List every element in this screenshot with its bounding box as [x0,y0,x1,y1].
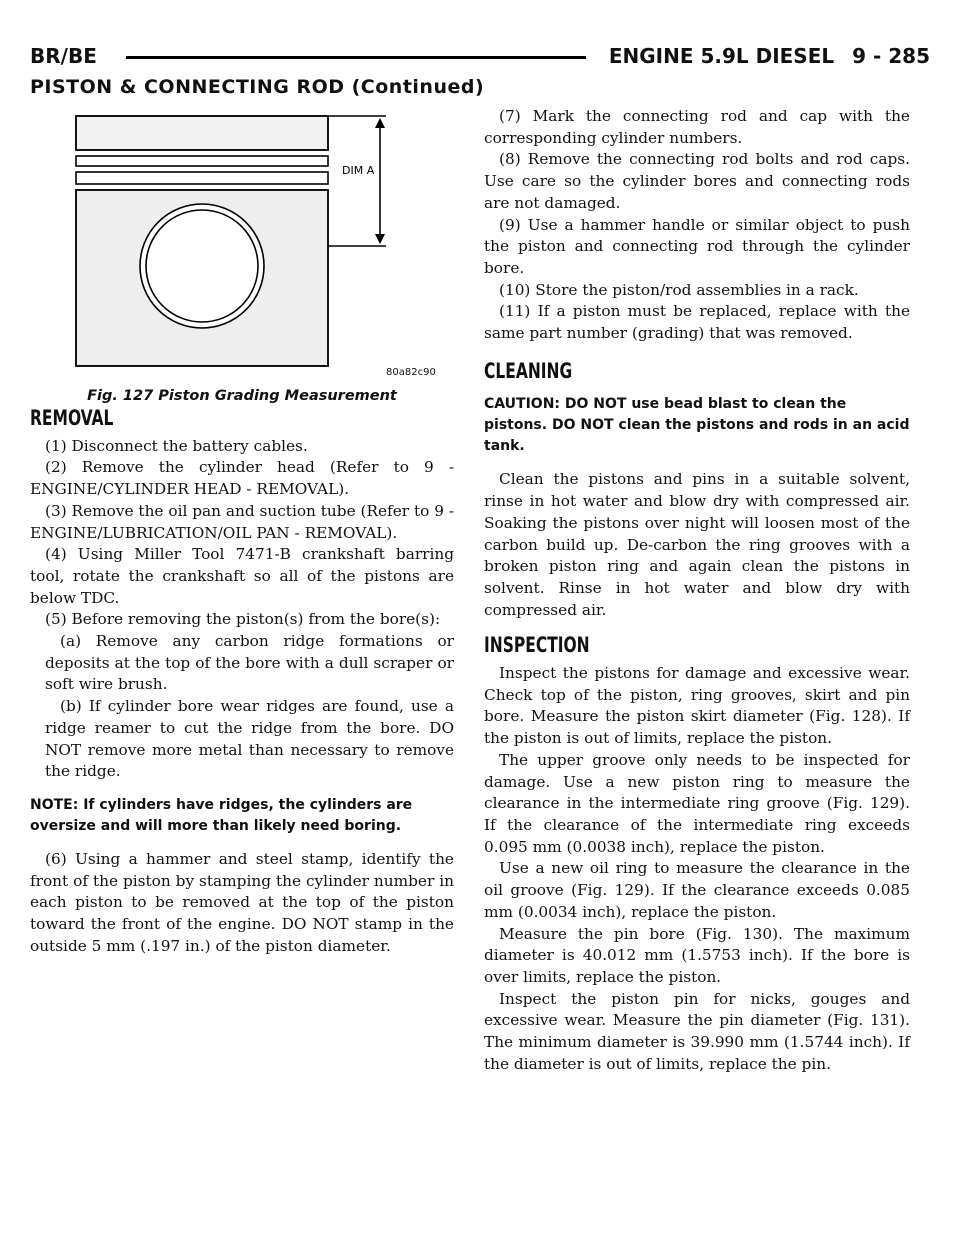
model-code: BR/BE [30,44,97,68]
removal-note: NOTE: If cylinders have ridges, the cylinders are oversize and will more than likely need boring. [30,796,413,834]
cleaning-caution: CAUTION: DO NOT use bead blast to clean the pistons. DO NOT clean the pistons and rods in an acid tank. [484,396,910,455]
removal-step-9: (9) Use a hammer handle or similar object to push the piston and connecting rod through the cylinder bore. [484,215,910,277]
removal-step-11: (11) If a piston must be replaced, replace with the same part number (grading) that was removed. [484,302,910,343]
inspection-para-1: Inspect the pistons for damage and excessive wear. Check top of the piston, ring grooves, skirt and pin bore. Measure the piston skirt diameter (Fig. 128). If the piston is out of limits, replace the piston. [484,664,910,748]
removal-heading: REMOVAL [30,406,114,430]
inspection-para-2: The upper groove only needs to be inspected for damage. Use a new piston ring to measure the clearance in the intermediate ring groove (Fig. 129). If the clearance of the intermediate ring exceeds 0.095 mm (0.0038 inch), replace the piston. [484,750,910,856]
removal-step-8: (8) Remove the connecting rod bolts and rod caps. Use care so the cylinder bores and connecting rods are not damaged. [484,150,910,212]
dim-a-label: DIM A [342,164,375,177]
piston-illustration [70,106,430,368]
removal-step-3: (3) Remove the oil pan and suction tube (Refer to 9 - ENGINE/LUBRICATION/OIL PAN - REMOVAL). [30,501,454,542]
page-header [30,44,930,70]
removal-step-5b: (b) If cylinder bore wear ridges are found, use a ridge reamer to cut the ridge from the bore. DO NOT remove more metal than necessary to remove the ridge. [45,697,454,781]
inspection-heading: INSPECTION [484,633,590,658]
engine-title: ENGINE 5.9L DIESEL [608,44,835,68]
removal-step-4: (4) Using Miller Tool 7471-B crankshaft barring tool, rotate the crankshaft so all of the pistons are below TDC. [30,545,454,607]
header-rule [126,56,586,59]
inspection-para-4: Measure the pin bore (Fig. 130). The maximum diameter is 40.012 mm (1.5753 inch). If the bore is over limits, replace the piston. [484,924,910,986]
left-column [30,106,454,957]
removal-step-6: (6) Using a hammer and steel stamp, identify the front of the piston by stamping the cylinder number in each piston to be removed at the top of the piston toward the front of the engine. DO NOT stamp in the outside 5 mm (.197 in.) of the piston diameter. [30,849,454,955]
right-column [484,106,910,1075]
inspection-para-5: Inspect the piston pin for nicks, gouges and excessive wear. Measure the pin diameter (Fig. 131). The minimum diameter is 39.990 mm (1.5744 inch). If the diameter is out of limits, replace the pin. [484,989,910,1073]
cleaning-heading: CLEANING [484,358,573,383]
figure-caption: Fig. 127 Piston Grading Measurement [87,388,397,404]
removal-step-5: (5) Before removing the piston(s) from the bore(s): [45,610,441,629]
removal-step-2: (2) Remove the cylinder head (Refer to 9 - ENGINE/CYLINDER HEAD - REMOVAL). [30,458,454,499]
page-number: 9 - 285 [852,44,930,68]
removal-step-7: (7) Mark the connecting rod and cap with the corresponding cylinder numbers. [484,107,910,147]
figure-image-id: 80a82c90 [386,367,436,378]
cleaning-body: Clean the pistons and pins in a suitable solvent, rinse in hot water and blow dry with compressed air. Soaking the pistons over night will loosen most of the carbon build up. De-carbon the ring grooves with a broken piston ring and again clean the pistons in solvent. Rinse in hot water and blow dry with compressed air. [484,470,910,619]
continued-heading: PISTON & CONNECTING ROD (Continued) [30,76,485,98]
removal-step-10: (10) Store the piston/rod assemblies in a rack. [499,280,859,299]
removal-step-5a: (a) Remove any carbon ridge formations or deposits at the top of the bore with a dull scraper or soft wire brush. [45,632,454,694]
section-title [609,44,930,68]
figure-127 [30,106,454,404]
removal-step-1: (1) Disconnect the battery cables. [45,436,308,455]
inspection-para-3: Use a new oil ring to measure the clearance in the oil groove (Fig. 129). If the clearance exceeds 0.085 mm (0.0034 inch), replace the piston. [484,859,910,921]
